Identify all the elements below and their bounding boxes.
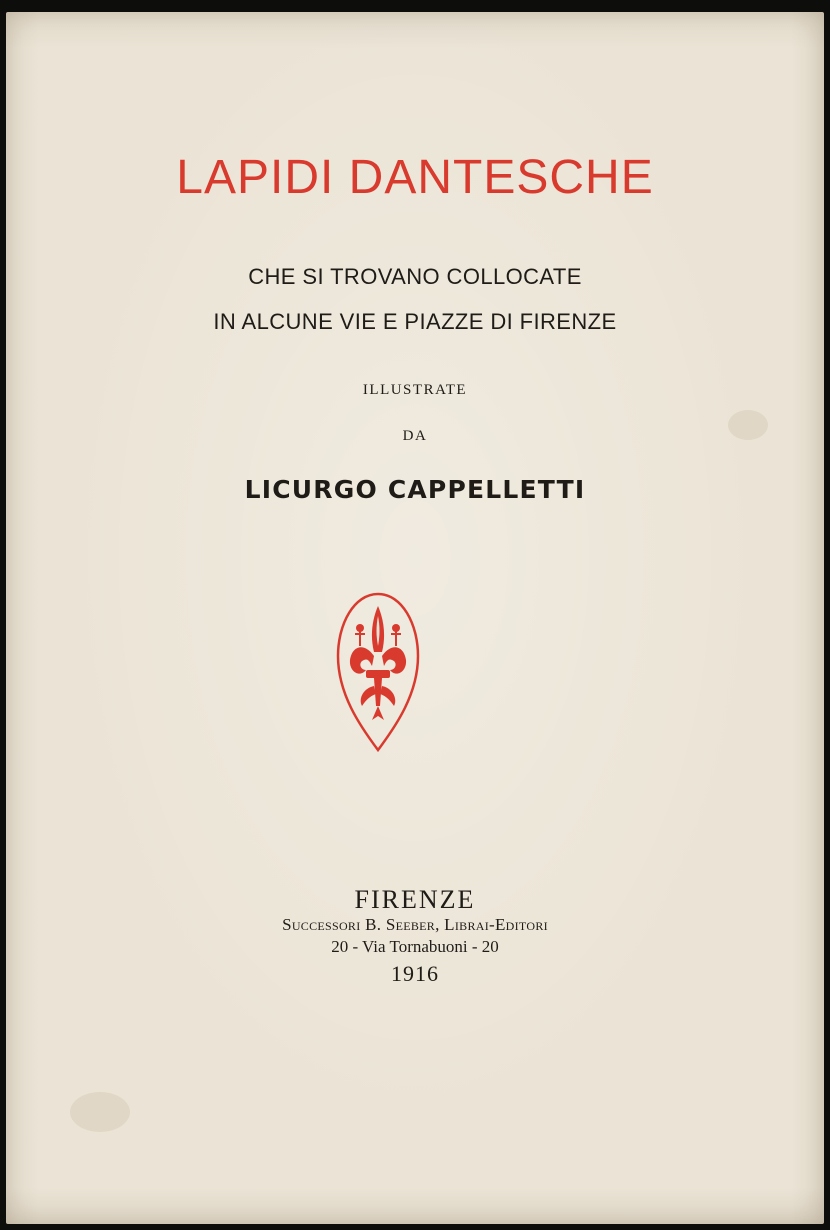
subtitle-line-2: IN ALCUNE VIE E PIAZZE DI FIRENZE	[213, 309, 617, 334]
publication-city: FIRENZE	[354, 885, 476, 914]
author-name: LICURGO CAPPELLETTI	[244, 475, 586, 504]
book-title: LAPIDI DANTESCHE	[176, 151, 654, 204]
cover-page	[6, 12, 824, 1224]
florentine-lily-icon	[336, 590, 420, 754]
subtitle-line-1: CHE SI TROVANO COLLOCATE	[248, 264, 582, 289]
publisher-name: Successori B. Seeber, Librai-Editori	[282, 915, 548, 934]
illustrated-label: ILLUSTRATE	[362, 382, 468, 398]
publisher-address: 20 - Via Tornabuoni - 20	[331, 937, 499, 956]
by-label: DA	[402, 428, 428, 444]
publication-year: 1916	[391, 961, 439, 986]
paper-stain	[70, 1092, 130, 1132]
